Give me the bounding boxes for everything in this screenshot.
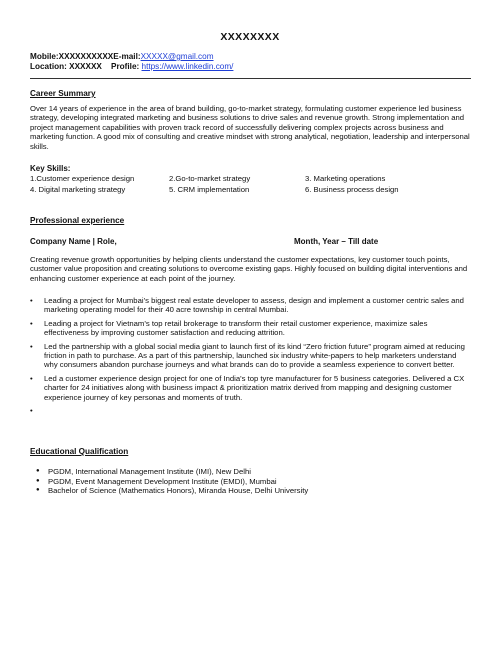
bullet-text: Leading a project for Vietnam’s top retail brokerage to transform their retail customer experience, maximize sales effectiveness by improving customer satisfaction and reducing attrition. (44, 318, 428, 338)
skill-item: 3. Marketing operations (305, 174, 386, 183)
skill-item: 6. Business process design (305, 184, 399, 194)
education-heading: Educational Qualification (30, 447, 129, 456)
bullet-icon: • (30, 341, 33, 351)
skill-item: 5. CRM implementation (169, 184, 250, 194)
bullet-icon: ● (36, 487, 40, 493)
list-item (36, 467, 456, 477)
list-item (30, 296, 470, 315)
bullet-icon: • (30, 296, 33, 305)
skill-item: 4. Digital marketing strategy (30, 184, 126, 194)
email-label: E-mail: (113, 52, 141, 61)
skill-item: 2.Go-to-market strategy (169, 174, 251, 183)
company-role: Company Name | Role, (30, 237, 117, 246)
contact-line-2 (30, 62, 233, 72)
education-list (36, 467, 456, 496)
contact-block (30, 52, 233, 72)
location-label: Location: (30, 62, 67, 71)
bullet-icon: • (30, 318, 33, 328)
bullet-icon: ● (36, 477, 40, 484)
profile-label: Profile: (111, 62, 140, 71)
mobile-label: Mobile: (30, 52, 59, 61)
location-value: XXXXXX (69, 62, 102, 71)
bullet-text: Led a customer experience design project for one of India's top tyre manufacturer for 5 business categories. Delivered a CX charter for 24 initiatives along with business impact & prioritization matrix derived from mapping and designing customer experience journey of key personas and moments of truth. (44, 373, 465, 402)
bullet-text (44, 406, 46, 415)
bullet-icon: • (30, 406, 33, 416)
candidate-name: XXXXXXXX (220, 31, 280, 43)
email-link[interactable]: XXXXX@gmail.com (140, 52, 214, 61)
list-item (30, 342, 470, 370)
list-item (30, 374, 470, 402)
mobile-value: XXXXXXXXXX (58, 52, 114, 61)
career-summary-text: Over 14 years of experience in the area of brand building, go-to-market strategy, formulating customer experience led business strategy, developing integrated marketing and business solutions to drive sales and revenue growth. Strong implementation and project management capabilities with proven track record of successfully delivering complex projects across business and marketing function. A good mix of consulting and creative mindset with strong analytical, negotiation, leadership and interpersonal skills. (30, 104, 470, 151)
bullet-icon: • (30, 373, 33, 383)
list-item (36, 486, 456, 496)
professional-experience-heading: Professional experience (30, 216, 125, 225)
bullet-text: Led the partnership with a global social media giant to launch first of its kind “Zero friction future” program aimed at reducing friction in path to purchase. As a part of this partnership, launched six industry white-papers to help marketers understand why consumers abandon purchase journeys and what brands can do to provide a seamless experience to convert better. (44, 341, 465, 370)
experience-intro: Creating revenue growth opportunities by helping clients understand the customer expectations, key customer touch points, customer value proposition and creating solutions to overcome existing gaps. Highly focused on building digital interventions and enhancing customer experience at each point of the journey. (30, 255, 468, 283)
skill-item: 1.Customer experience design (30, 174, 135, 183)
list-item (36, 477, 456, 487)
career-summary-heading: Career Summary (30, 89, 96, 98)
education-text: PGDM, International Management Institute (IMI), New Delhi (48, 467, 251, 476)
list-item (30, 319, 470, 338)
contact-line-1 (30, 52, 233, 62)
bullet-icon: ● (36, 468, 40, 474)
education-text: Bachelor of Science (Mathematics Honors), Miranda House, Delhi University (48, 486, 309, 495)
experience-bullets (30, 296, 470, 419)
profile-link[interactable]: https://www.linkedin.com/ (141, 62, 234, 71)
bullet-text: Leading a project for Mumbai’s biggest real estate developer to assess, design and implement a customer centric sales and marketing operating model for their 40 acre township in central Mumbai. (44, 296, 464, 315)
key-skills-title: Key Skills: (30, 164, 71, 173)
header-divider (30, 78, 471, 79)
list-item (30, 406, 470, 415)
education-text: PGDM, Event Management Development Institute (EMDI), Mumbai (48, 476, 277, 486)
employment-dates: Month, Year – Till date (294, 237, 379, 246)
